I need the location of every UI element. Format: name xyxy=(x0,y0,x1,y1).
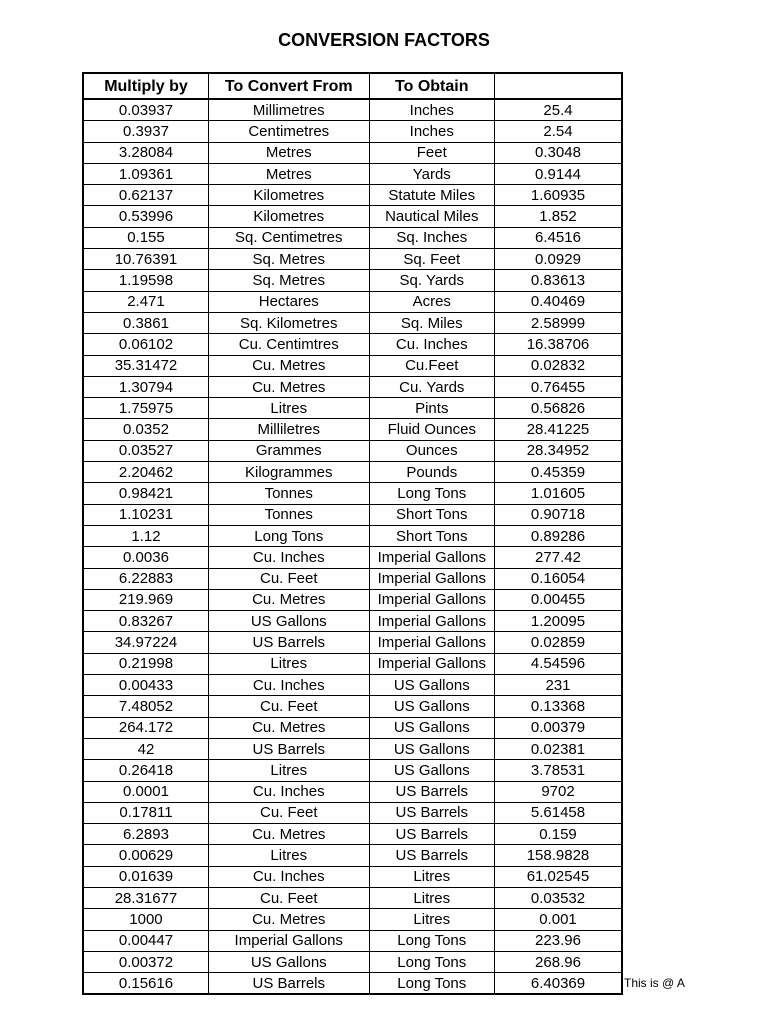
table-row xyxy=(83,611,622,632)
convert-from-cell: Cu. Metres xyxy=(208,909,369,930)
reverse-factor-cell: 1.01605 xyxy=(495,483,623,504)
multiply-by-cell: 264.172 xyxy=(83,717,208,738)
multiply-by-cell: 42 xyxy=(83,738,208,759)
table-row xyxy=(83,525,622,546)
reverse-factor-cell: 0.40469 xyxy=(495,291,623,312)
table-row xyxy=(83,909,622,930)
table-row xyxy=(83,462,622,483)
table-header-row xyxy=(83,73,622,99)
convert-from-cell: Sq. Metres xyxy=(208,270,369,291)
to-obtain-cell: US Gallons xyxy=(369,675,494,696)
to-obtain-cell: US Barrels xyxy=(369,781,494,802)
reverse-factor-cell: 0.3048 xyxy=(495,142,623,163)
reverse-factor-cell: 28.41225 xyxy=(495,419,623,440)
table-row xyxy=(83,249,622,270)
multiply-by-cell: 2.471 xyxy=(83,291,208,312)
table-row xyxy=(83,930,622,951)
table-body xyxy=(83,99,622,994)
convert-from-cell: Sq. Metres xyxy=(208,249,369,270)
convert-from-cell: Metres xyxy=(208,163,369,184)
convert-from-cell: Cu. Metres xyxy=(208,824,369,845)
reverse-factor-cell: 223.96 xyxy=(495,930,623,951)
table-row xyxy=(83,738,622,759)
multiply-by-cell: 35.31472 xyxy=(83,355,208,376)
reverse-factor-cell: 0.9144 xyxy=(495,163,623,184)
to-obtain-cell: Cu.Feet xyxy=(369,355,494,376)
convert-from-cell: Cu. Feet xyxy=(208,887,369,908)
multiply-by-cell: 0.03937 xyxy=(83,99,208,121)
table-row xyxy=(83,973,622,995)
reverse-factor-cell: 16.38706 xyxy=(495,334,623,355)
reverse-factor-cell: 0.00455 xyxy=(495,589,623,610)
to-obtain-cell: Sq. Yards xyxy=(369,270,494,291)
to-obtain-cell: Statute Miles xyxy=(369,185,494,206)
reverse-factor-cell: 0.16054 xyxy=(495,568,623,589)
multiply-by-cell: 0.26418 xyxy=(83,760,208,781)
reverse-factor-cell: 5.61458 xyxy=(495,802,623,823)
to-obtain-cell: Inches xyxy=(369,121,494,142)
table-row xyxy=(83,504,622,525)
convert-from-cell: Sq. Centimetres xyxy=(208,227,369,248)
to-obtain-cell: US Gallons xyxy=(369,717,494,738)
to-obtain-cell: Cu. Inches xyxy=(369,334,494,355)
convert-from-cell: Cu. Metres xyxy=(208,355,369,376)
multiply-by-cell: 0.00447 xyxy=(83,930,208,951)
table-row xyxy=(83,291,622,312)
reverse-factor-cell: 0.03532 xyxy=(495,887,623,908)
to-obtain-cell: Long Tons xyxy=(369,973,494,995)
convert-from-cell: Cu. Inches xyxy=(208,781,369,802)
to-obtain-cell: Feet xyxy=(369,142,494,163)
reverse-factor-cell: 6.4516 xyxy=(495,227,623,248)
to-obtain-cell: Ounces xyxy=(369,440,494,461)
multiply-by-cell: 0.17811 xyxy=(83,802,208,823)
table-row xyxy=(83,121,622,142)
multiply-by-cell: 0.3861 xyxy=(83,312,208,333)
reverse-factor-cell: 0.02859 xyxy=(495,632,623,653)
multiply-by-cell: 219.969 xyxy=(83,589,208,610)
to-obtain-cell: Imperial Gallons xyxy=(369,632,494,653)
multiply-by-cell: 0.0352 xyxy=(83,419,208,440)
multiply-by-cell: 3.28084 xyxy=(83,142,208,163)
reverse-factor-cell: 0.83613 xyxy=(495,270,623,291)
table-row xyxy=(83,185,622,206)
multiply-by-cell: 0.00433 xyxy=(83,675,208,696)
multiply-by-cell: 1.09361 xyxy=(83,163,208,184)
multiply-by-cell: 6.22883 xyxy=(83,568,208,589)
convert-from-cell: Cu. Metres xyxy=(208,376,369,397)
to-obtain-cell: Litres xyxy=(369,887,494,908)
convert-from-cell: US Barrels xyxy=(208,738,369,759)
to-obtain-cell: US Barrels xyxy=(369,845,494,866)
reverse-factor-cell: 4.54596 xyxy=(495,653,623,674)
to-obtain-cell: Litres xyxy=(369,866,494,887)
multiply-by-cell: 0.62137 xyxy=(83,185,208,206)
multiply-by-cell: 0.0001 xyxy=(83,781,208,802)
convert-from-cell: Litres xyxy=(208,653,369,674)
multiply-by-cell: 6.2893 xyxy=(83,824,208,845)
reverse-factor-cell: 277.42 xyxy=(495,547,623,568)
convert-from-cell: Litres xyxy=(208,845,369,866)
table-row xyxy=(83,781,622,802)
convert-from-cell: Litres xyxy=(208,760,369,781)
to-obtain-cell: Acres xyxy=(369,291,494,312)
convert-from-cell: Cu. Feet xyxy=(208,568,369,589)
multiply-by-cell: 0.03527 xyxy=(83,440,208,461)
table-row xyxy=(83,547,622,568)
table-row xyxy=(83,227,622,248)
multiply-by-cell: 0.53996 xyxy=(83,206,208,227)
to-obtain-cell: Litres xyxy=(369,909,494,930)
convert-from-cell: Kilogrammes xyxy=(208,462,369,483)
reverse-factor-cell: 2.58999 xyxy=(495,312,623,333)
multiply-by-cell: 0.00629 xyxy=(83,845,208,866)
reverse-factor-cell: 0.001 xyxy=(495,909,623,930)
convert-from-cell: Cu. Metres xyxy=(208,717,369,738)
to-obtain-cell: US Gallons xyxy=(369,760,494,781)
table-row xyxy=(83,206,622,227)
table-row xyxy=(83,398,622,419)
table-row xyxy=(83,760,622,781)
convert-from-cell: Cu. Feet xyxy=(208,696,369,717)
reverse-factor-cell: 0.02381 xyxy=(495,738,623,759)
to-obtain-cell: Pounds xyxy=(369,462,494,483)
to-obtain-cell: Sq. Inches xyxy=(369,227,494,248)
to-obtain-cell: Fluid Ounces xyxy=(369,419,494,440)
convert-from-cell: Cu. Inches xyxy=(208,547,369,568)
convert-from-cell: US Barrels xyxy=(208,632,369,653)
reverse-factor-cell: 158.9828 xyxy=(495,845,623,866)
header-convert-from: To Convert From xyxy=(208,73,369,99)
multiply-by-cell: 1.75975 xyxy=(83,398,208,419)
multiply-by-cell: 1.10231 xyxy=(83,504,208,525)
table-row xyxy=(83,675,622,696)
convert-from-cell: Cu. Inches xyxy=(208,866,369,887)
convert-from-cell: Tonnes xyxy=(208,483,369,504)
reverse-factor-cell: 0.02832 xyxy=(495,355,623,376)
reverse-factor-cell: 0.56826 xyxy=(495,398,623,419)
table-row xyxy=(83,355,622,376)
reverse-factor-cell: 0.0929 xyxy=(495,249,623,270)
multiply-by-cell: 0.21998 xyxy=(83,653,208,674)
convert-from-cell: Metres xyxy=(208,142,369,163)
to-obtain-cell: Imperial Gallons xyxy=(369,568,494,589)
convert-from-cell: US Gallons xyxy=(208,611,369,632)
reverse-factor-cell: 1.20095 xyxy=(495,611,623,632)
multiply-by-cell: 0.15616 xyxy=(83,973,208,995)
table-row xyxy=(83,866,622,887)
reverse-factor-cell: 6.40369 xyxy=(495,973,623,995)
multiply-by-cell: 28.31677 xyxy=(83,887,208,908)
multiply-by-cell: 0.3937 xyxy=(83,121,208,142)
to-obtain-cell: Imperial Gallons xyxy=(369,589,494,610)
multiply-by-cell: 1.12 xyxy=(83,525,208,546)
reverse-factor-cell: 9702 xyxy=(495,781,623,802)
convert-from-cell: Cu. Metres xyxy=(208,589,369,610)
convert-from-cell: Imperial Gallons xyxy=(208,930,369,951)
reverse-factor-cell: 0.76455 xyxy=(495,376,623,397)
conversion-factors-table xyxy=(82,72,623,995)
reverse-factor-cell: 231 xyxy=(495,675,623,696)
convert-from-cell: Cu. Centimtres xyxy=(208,334,369,355)
table-row xyxy=(83,142,622,163)
convert-from-cell: Sq. Kilometres xyxy=(208,312,369,333)
to-obtain-cell: Cu. Yards xyxy=(369,376,494,397)
to-obtain-cell: Pints xyxy=(369,398,494,419)
convert-from-cell: US Gallons xyxy=(208,951,369,972)
header-reverse-factor xyxy=(495,73,623,99)
reverse-factor-cell: 0.89286 xyxy=(495,525,623,546)
reverse-factor-cell: 2.54 xyxy=(495,121,623,142)
convert-from-cell: Tonnes xyxy=(208,504,369,525)
reverse-factor-cell: 1.60935 xyxy=(495,185,623,206)
convert-from-cell: Millimetres xyxy=(208,99,369,121)
to-obtain-cell: Imperial Gallons xyxy=(369,611,494,632)
table-row xyxy=(83,887,622,908)
convert-from-cell: Long Tons xyxy=(208,525,369,546)
table-row xyxy=(83,440,622,461)
reverse-factor-cell: 3.78531 xyxy=(495,760,623,781)
table-row xyxy=(83,653,622,674)
table-row xyxy=(83,845,622,866)
convert-from-cell: Cu. Inches xyxy=(208,675,369,696)
multiply-by-cell: 7.48052 xyxy=(83,696,208,717)
reverse-factor-cell: 0.00379 xyxy=(495,717,623,738)
reverse-factor-cell: 0.90718 xyxy=(495,504,623,525)
reverse-factor-cell: 0.45359 xyxy=(495,462,623,483)
multiply-by-cell: 0.155 xyxy=(83,227,208,248)
to-obtain-cell: Short Tons xyxy=(369,504,494,525)
multiply-by-cell: 0.00372 xyxy=(83,951,208,972)
page-title: CONVERSION FACTORS xyxy=(278,30,490,50)
table-row xyxy=(83,951,622,972)
table-row xyxy=(83,163,622,184)
reverse-factor-cell: 0.13368 xyxy=(495,696,623,717)
to-obtain-cell: Long Tons xyxy=(369,483,494,504)
table-row xyxy=(83,717,622,738)
to-obtain-cell: US Gallons xyxy=(369,696,494,717)
multiply-by-cell: 1.19598 xyxy=(83,270,208,291)
table-row xyxy=(83,824,622,845)
table-row xyxy=(83,589,622,610)
reverse-factor-cell: 25.4 xyxy=(495,99,623,121)
to-obtain-cell: Imperial Gallons xyxy=(369,653,494,674)
to-obtain-cell: Long Tons xyxy=(369,930,494,951)
to-obtain-cell: Yards xyxy=(369,163,494,184)
convert-from-cell: Milliletres xyxy=(208,419,369,440)
convert-from-cell: Grammes xyxy=(208,440,369,461)
table-row xyxy=(83,334,622,355)
table-row xyxy=(83,376,622,397)
table-row xyxy=(83,312,622,333)
to-obtain-cell: Sq. Miles xyxy=(369,312,494,333)
multiply-by-cell: 1.30794 xyxy=(83,376,208,397)
multiply-by-cell: 1000 xyxy=(83,909,208,930)
table-row xyxy=(83,270,622,291)
to-obtain-cell: US Gallons xyxy=(369,738,494,759)
multiply-by-cell: 2.20462 xyxy=(83,462,208,483)
to-obtain-cell: Nautical Miles xyxy=(369,206,494,227)
table-row xyxy=(83,632,622,653)
to-obtain-cell: US Barrels xyxy=(369,824,494,845)
to-obtain-cell: Inches xyxy=(369,99,494,121)
to-obtain-cell: Short Tons xyxy=(369,525,494,546)
multiply-by-cell: 34.97224 xyxy=(83,632,208,653)
multiply-by-cell: 0.06102 xyxy=(83,334,208,355)
table-row xyxy=(83,568,622,589)
table-row xyxy=(83,483,622,504)
reverse-factor-cell: 1.852 xyxy=(495,206,623,227)
side-note: This is @ A xyxy=(624,976,685,990)
header-multiply-by: Multiply by xyxy=(83,73,208,99)
table-row xyxy=(83,802,622,823)
header-to-obtain: To Obtain xyxy=(369,73,494,99)
multiply-by-cell: 0.0036 xyxy=(83,547,208,568)
convert-from-cell: Centimetres xyxy=(208,121,369,142)
table-row xyxy=(83,419,622,440)
multiply-by-cell: 0.83267 xyxy=(83,611,208,632)
to-obtain-cell: Long Tons xyxy=(369,951,494,972)
convert-from-cell: Cu. Feet xyxy=(208,802,369,823)
convert-from-cell: Litres xyxy=(208,398,369,419)
multiply-by-cell: 10.76391 xyxy=(83,249,208,270)
table-row xyxy=(83,696,622,717)
convert-from-cell: US Barrels xyxy=(208,973,369,995)
to-obtain-cell: Imperial Gallons xyxy=(369,547,494,568)
convert-from-cell: Kilometres xyxy=(208,206,369,227)
multiply-by-cell: 0.01639 xyxy=(83,866,208,887)
convert-from-cell: Kilometres xyxy=(208,185,369,206)
reverse-factor-cell: 268.96 xyxy=(495,951,623,972)
to-obtain-cell: Sq. Feet xyxy=(369,249,494,270)
reverse-factor-cell: 28.34952 xyxy=(495,440,623,461)
reverse-factor-cell: 0.159 xyxy=(495,824,623,845)
to-obtain-cell: US Barrels xyxy=(369,802,494,823)
convert-from-cell: Hectares xyxy=(208,291,369,312)
reverse-factor-cell: 61.02545 xyxy=(495,866,623,887)
table-row xyxy=(83,99,622,121)
multiply-by-cell: 0.98421 xyxy=(83,483,208,504)
